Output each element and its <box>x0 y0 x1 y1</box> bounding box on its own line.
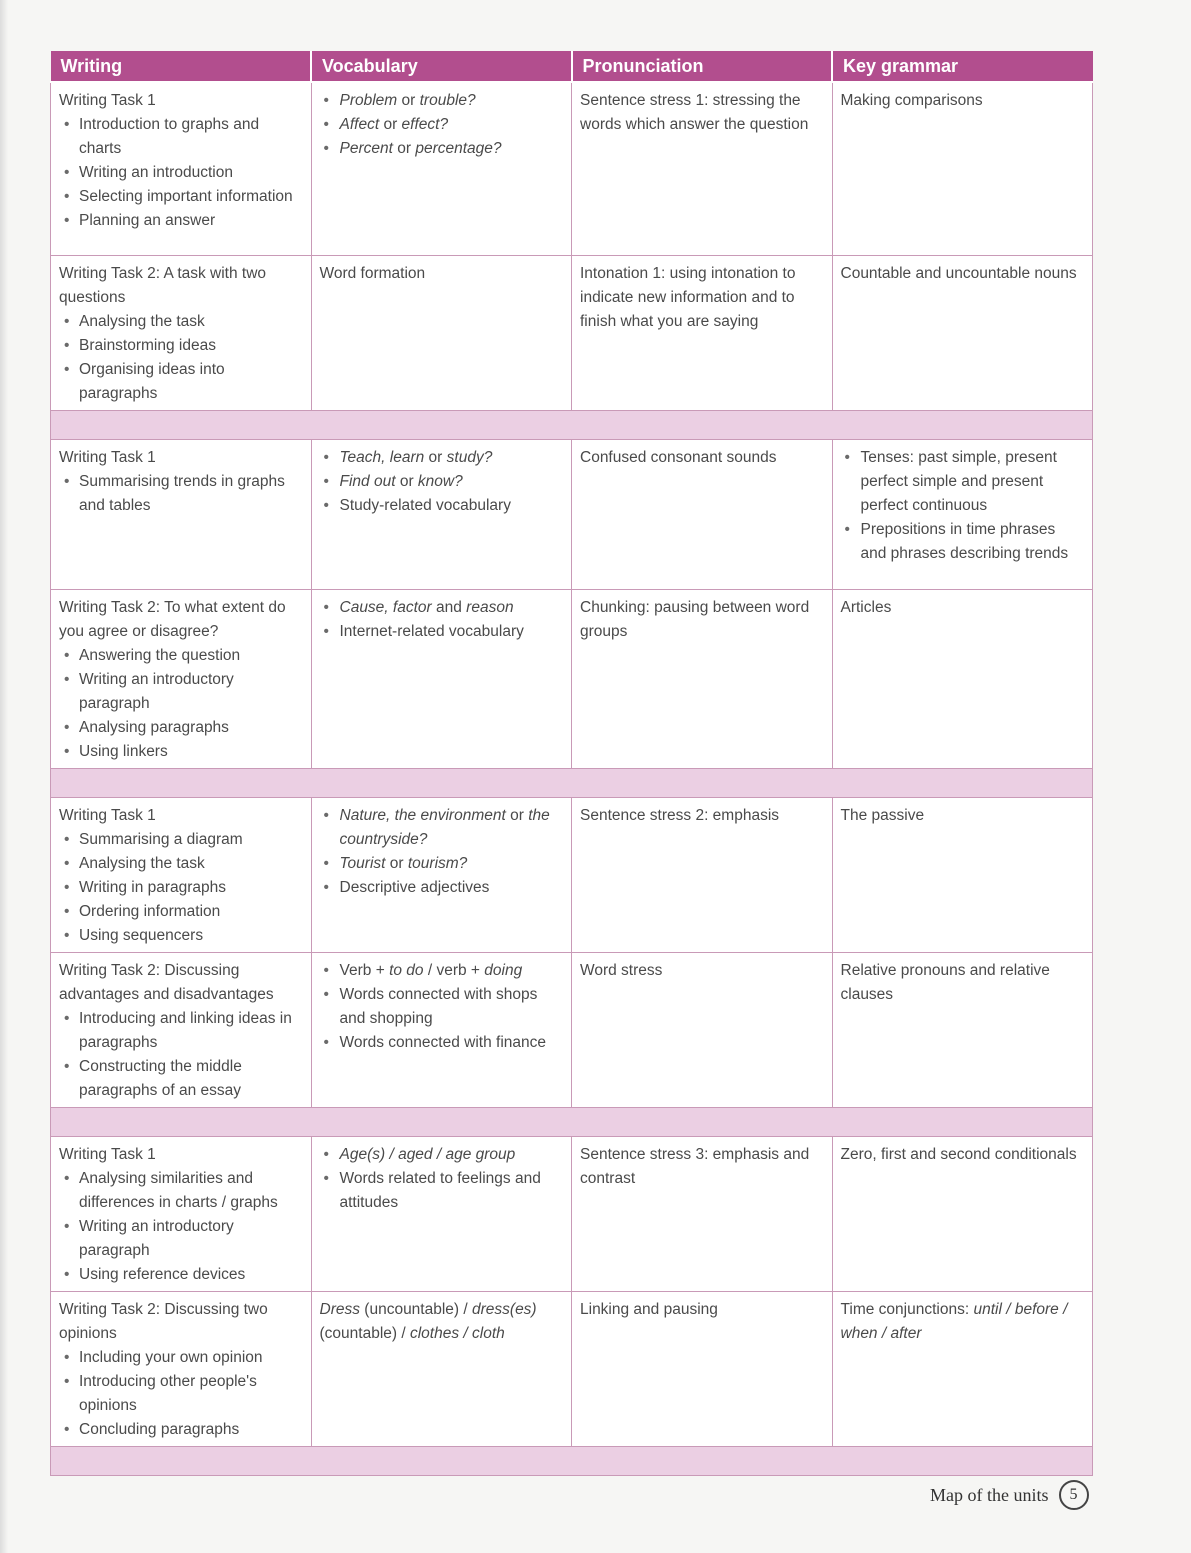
writing-cell <box>51 255 312 410</box>
separator-cell <box>51 1446 1093 1475</box>
vocabulary-item <box>320 113 562 137</box>
vocabulary-item <box>320 1167 562 1215</box>
key-grammar-item: • Tenses: past simple, present perfect simple and present perfect continuous <box>841 446 1083 518</box>
pronunciation-cell <box>572 82 833 255</box>
writing-focus-item: • Writing an introductory paragraph <box>59 668 301 716</box>
unit-row <box>51 82 1093 255</box>
unit-row <box>51 952 1093 1107</box>
page-number: 5 <box>1069 1486 1078 1503</box>
pronunciation-text: Intonation 1: using intonation to indicate new information and to finish what you are saying <box>580 264 796 330</box>
writing-focus-item: • Constructing the middle paragraphs of an essay <box>59 1055 301 1103</box>
pronunciation-cell <box>572 1136 833 1291</box>
key-grammar-cell <box>832 589 1093 768</box>
vocabulary-text: or <box>424 448 447 466</box>
key-grammar-text: Making comparisons <box>840 92 983 109</box>
pronunciation-cell <box>572 439 833 589</box>
writing-focus-list <box>59 828 301 948</box>
writing-focus-item: • Analysing paragraphs <box>59 716 301 740</box>
vocabulary-text: Word formation <box>319 264 426 282</box>
vocabulary-text: (countable) / <box>319 1324 410 1342</box>
writing-focus-item: • Brainstorming ideas <box>59 334 301 358</box>
key-grammar-text: until / before / when / after <box>840 1300 1068 1342</box>
vocabulary-text: or <box>397 92 420 109</box>
vocabulary-item <box>320 983 562 1031</box>
vocabulary-text: Affect <box>339 116 380 133</box>
writing-task-title: Writing Task 1 <box>59 448 156 466</box>
key-grammar-text: Countable and uncountable nouns <box>840 264 1077 282</box>
key-grammar-cell <box>832 1136 1093 1291</box>
vocabulary-item <box>320 494 562 518</box>
writing-task-title: Writing Task 1 <box>59 806 156 824</box>
vocabulary-text: Nature, the environment <box>339 806 506 824</box>
separator-cell <box>51 768 1093 797</box>
key-grammar-cell <box>832 797 1093 952</box>
vocabulary-text: Find out <box>339 472 396 490</box>
unit-separator-band <box>51 768 1093 797</box>
vocabulary-text: reason <box>466 598 514 616</box>
writing-focus-item: • Writing an introductory paragraph <box>59 1215 301 1263</box>
pronunciation-text: Confused consonant sounds <box>580 448 777 466</box>
key-grammar-item: • Prepositions in time phrases and phrases describing trends <box>841 518 1083 566</box>
pronunciation-text: Sentence stress 3: emphasis and contrast <box>580 1145 810 1187</box>
vocabulary-cell <box>311 439 572 589</box>
vocabulary-text: or <box>505 806 529 824</box>
writing-focus-item: • Answering the question <box>59 644 301 668</box>
vocabulary-cell <box>311 255 572 410</box>
unit-row <box>51 1136 1093 1291</box>
pronunciation-text: Chunking: pausing between word groups <box>580 598 810 640</box>
writing-cell <box>51 589 312 768</box>
key-grammar-text: Relative pronouns and relative clauses <box>840 961 1050 1003</box>
vocabulary-item <box>320 804 562 852</box>
writing-focus-list <box>59 470 301 518</box>
header-pronunciation: Pronunciation <box>572 51 833 82</box>
vocabulary-item <box>320 89 562 113</box>
vocabulary-text: or <box>379 116 402 133</box>
unit-separator-band <box>51 1107 1093 1136</box>
vocabulary-item <box>320 852 562 876</box>
unit-row <box>51 439 1093 589</box>
pronunciation-cell <box>572 1291 833 1446</box>
vocabulary-text: know? <box>417 472 463 490</box>
key-grammar-cell <box>832 439 1093 589</box>
vocabulary-cell <box>311 1136 572 1291</box>
writing-focus-item: • Introducing other people's opinions <box>59 1370 301 1418</box>
separator-cell <box>51 1107 1093 1136</box>
key-grammar-cell <box>832 952 1093 1107</box>
writing-focus-item: • Analysing the task <box>59 852 301 876</box>
vocabulary-item <box>320 620 562 644</box>
writing-cell <box>51 1136 312 1291</box>
footer-label: Map of the units <box>930 1484 1049 1505</box>
vocabulary-text: Internet-related vocabulary <box>339 622 524 640</box>
vocabulary-list <box>320 446 562 518</box>
vocabulary-text: Descriptive adjectives <box>339 878 490 896</box>
writing-focus-item: • Including your own opinion <box>59 1346 301 1370</box>
writing-cell <box>51 952 312 1107</box>
vocabulary-text: Words related to feelings and attitudes <box>339 1169 541 1211</box>
writing-cell <box>51 82 312 255</box>
writing-focus-list <box>59 1167 301 1287</box>
vocabulary-text-block <box>320 262 562 286</box>
writing-focus-item: • Introduction to graphs and charts <box>59 113 301 161</box>
writing-focus-item: • Writing an introduction <box>59 161 301 185</box>
vocabulary-list <box>320 596 562 644</box>
header-key-grammar: Key grammar <box>832 51 1093 82</box>
pronunciation-text: Word stress <box>580 961 663 979</box>
writing-focus-item: • Analysing the task <box>59 310 301 334</box>
header-writing: Writing <box>51 51 312 82</box>
writing-focus-list <box>59 644 301 764</box>
vocabulary-item <box>320 470 562 494</box>
vocabulary-text: Problem <box>339 92 398 109</box>
vocabulary-text: or <box>385 854 408 872</box>
vocabulary-list <box>320 89 562 161</box>
key-grammar-text: Time conjunctions: <box>840 1300 974 1318</box>
key-grammar-cell <box>832 82 1093 255</box>
writing-task-title: Writing Task 1 <box>59 92 156 109</box>
vocabulary-list <box>320 804 562 900</box>
vocabulary-cell <box>311 952 572 1107</box>
unit-separator-band <box>51 410 1093 439</box>
writing-cell <box>51 1291 312 1446</box>
vocabulary-text: Words connected with finance <box>339 1033 546 1051</box>
vocabulary-item <box>320 1031 562 1055</box>
vocabulary-text: dress(es) <box>472 1300 537 1318</box>
header-vocabulary: Vocabulary <box>311 51 572 82</box>
unit-row <box>51 1291 1093 1446</box>
vocabulary-text: Words connected with shops and shopping <box>339 985 538 1027</box>
pronunciation-cell <box>572 952 833 1107</box>
writing-focus-item: • Concluding paragraphs <box>59 1418 301 1442</box>
vocabulary-text: trouble? <box>419 92 476 109</box>
writing-cell <box>51 439 312 589</box>
vocabulary-text: Teach, learn <box>339 448 425 466</box>
writing-focus-list <box>59 1007 301 1103</box>
vocabulary-item <box>320 1143 562 1167</box>
vocabulary-item <box>320 959 562 983</box>
key-grammar-text: Articles <box>840 598 892 616</box>
vocabulary-text: Dress <box>319 1300 360 1318</box>
key-grammar-cell <box>832 1291 1093 1446</box>
writing-focus-item: • Using reference devices <box>59 1263 301 1287</box>
writing-focus-list <box>59 113 301 233</box>
vocabulary-text: Tourist <box>339 854 386 872</box>
vocabulary-item <box>320 137 562 161</box>
writing-task-title: Writing Task 2: Discussing advantages and disadvantages <box>59 961 274 1003</box>
writing-task-title: Writing Task 2: Discussing two opinions <box>59 1300 268 1342</box>
book-spine-shadow <box>0 0 8 1553</box>
vocabulary-cell <box>311 797 572 952</box>
unit-separator-band <box>51 1446 1093 1475</box>
vocabulary-text: (uncountable) / <box>359 1300 472 1318</box>
vocabulary-text: percentage? <box>415 140 502 157</box>
page-footer <box>930 1480 1089 1510</box>
pronunciation-text: Linking and pausing <box>580 1300 718 1318</box>
key-grammar-text: Zero, first and second conditionals <box>840 1145 1077 1163</box>
writing-task-title: Writing Task 2: To what extent do you agree or disagree? <box>59 598 286 640</box>
writing-task-title: Writing Task 1 <box>59 1145 156 1163</box>
vocabulary-text: clothes / cloth <box>409 1324 505 1342</box>
vocabulary-item <box>320 596 562 620</box>
vocabulary-cell <box>311 82 572 255</box>
table-body <box>51 82 1093 1475</box>
key-grammar-cell <box>832 255 1093 410</box>
writing-task-title: Writing Task 2: A task with two questions <box>59 264 267 306</box>
units-map-table <box>50 51 1093 1476</box>
vocabulary-text: to do <box>389 961 424 979</box>
vocabulary-text: or <box>392 140 416 157</box>
pronunciation-cell <box>572 797 833 952</box>
writing-focus-item: • Summarising trends in graphs and tables <box>59 470 301 518</box>
vocabulary-text: tourism? <box>407 854 468 872</box>
pronunciation-cell <box>572 255 833 410</box>
unit-row <box>51 255 1093 410</box>
writing-focus-item: • Summarising a diagram <box>59 828 301 852</box>
vocabulary-text: Age(s) / aged / age group <box>339 1145 516 1163</box>
writing-focus-item: • Using sequencers <box>59 924 301 948</box>
vocabulary-text: effect? <box>401 116 449 133</box>
vocabulary-text: and <box>431 598 467 616</box>
unit-row <box>51 589 1093 768</box>
writing-focus-list <box>59 310 301 406</box>
writing-focus-list <box>59 1346 301 1442</box>
writing-focus-item: • Introducing and linking ideas in paragraphs <box>59 1007 301 1055</box>
vocabulary-text: study? <box>446 448 493 466</box>
vocabulary-text: Percent <box>339 140 393 157</box>
vocabulary-text: Verb + <box>339 961 390 979</box>
writing-focus-item: • Analysing similarities and differences in charts / graphs <box>59 1167 301 1215</box>
writing-focus-item: • Writing in paragraphs <box>59 876 301 900</box>
writing-cell <box>51 797 312 952</box>
unit-row <box>51 797 1093 952</box>
table-header-row <box>51 51 1093 82</box>
separator-cell <box>51 410 1093 439</box>
pronunciation-text: Sentence stress 2: emphasis <box>580 806 780 824</box>
key-grammar-text-block <box>841 1298 1083 1346</box>
vocabulary-list <box>320 1143 562 1215</box>
writing-focus-item: • Organising ideas into paragraphs <box>59 358 301 406</box>
vocabulary-text: doing <box>484 961 523 979</box>
vocabulary-text: Cause, factor <box>339 598 432 616</box>
vocabulary-text-block <box>320 1298 562 1346</box>
vocabulary-text: / verb + <box>423 961 485 979</box>
vocabulary-item <box>320 446 562 470</box>
vocabulary-text: or <box>395 472 418 490</box>
pronunciation-text: Sentence stress 1: stressing the words which answer the question <box>580 92 809 133</box>
key-grammar-text: The passive <box>840 806 925 824</box>
vocabulary-list <box>320 959 562 1055</box>
vocabulary-text: Study-related vocabulary <box>339 496 511 514</box>
writing-focus-item: • Selecting important information <box>59 185 301 209</box>
vocabulary-item <box>320 876 562 900</box>
pronunciation-cell <box>572 589 833 768</box>
key-grammar-list <box>841 446 1083 566</box>
page-number-badge <box>1059 1480 1089 1510</box>
vocabulary-cell <box>311 1291 572 1446</box>
writing-focus-item: • Planning an answer <box>59 209 301 233</box>
writing-focus-item: • Using linkers <box>59 740 301 764</box>
vocabulary-cell <box>311 589 572 768</box>
vocabulary-text: the countryside? <box>339 806 550 848</box>
writing-focus-item: • Ordering information <box>59 900 301 924</box>
